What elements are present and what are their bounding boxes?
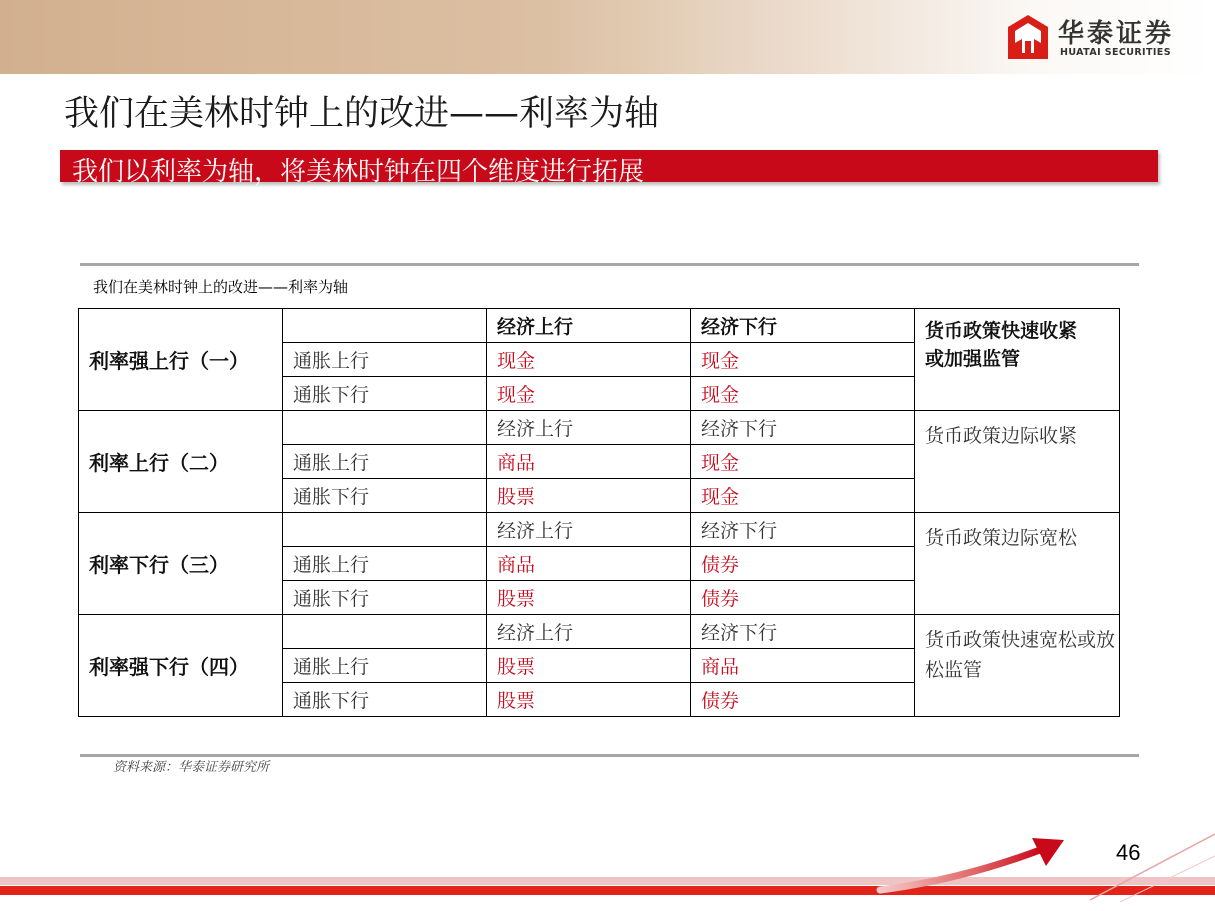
logo-chinese-name: 华泰证券 [1058,19,1175,49]
section-label: 利率上行（二） [79,411,283,513]
asset-cell: 现金 [487,343,691,377]
asset-cell: 债券 [691,581,915,615]
header-cell: 经济上行 [487,309,691,343]
asset-cell: 债券 [691,683,915,717]
asset-cell: 股票 [487,479,691,513]
asset-cell: 股票 [487,649,691,683]
table-row [79,615,1120,649]
policy-text: 货币政策快速收紧 或加强监管 [925,320,1078,370]
asset-cell: 现金 [691,343,915,377]
header-cell: 经济下行 [691,513,915,547]
asset-cell: 股票 [487,683,691,717]
inflation-cell: 通胀上行 [283,343,487,377]
table-row [79,309,1120,343]
inflation-cell: 通胀下行 [283,683,487,717]
policy-cell: 货币政策快速宽松或放松监管 [915,615,1120,717]
page-title: 我们在美林时钟上的改进——利率为轴 [64,94,660,134]
merrill-clock-table [78,308,1120,717]
page-number: 46 [1116,840,1141,865]
huatai-logo [1008,13,1188,63]
section-label: 利率下行（三） [79,513,283,615]
header-cell: 经济上行 [487,411,691,445]
huatai-logo-icon [1008,15,1048,59]
header-cell [283,411,487,445]
asset-cell: 现金 [691,377,915,411]
header-cell: 经济下行 [691,411,915,445]
policy-cell: 货币政策边际收紧 [915,411,1120,513]
policy-cell [915,309,1120,411]
asset-cell: 债券 [691,547,915,581]
table-caption: 我们在美林时钟上的改进——利率为轴 [93,278,349,296]
header-cell: 经济上行 [487,615,691,649]
logo-english-name: HUATAI SECURITIES [1060,47,1171,58]
footer-decoration [0,820,1215,911]
header-cell: 经济下行 [691,309,915,343]
policy-cell: 货币政策边际宽松 [915,513,1120,615]
header-cell [283,309,487,343]
inflation-cell: 通胀上行 [283,547,487,581]
table-row [79,411,1120,445]
inflation-cell: 通胀下行 [283,377,487,411]
inflation-cell: 通胀上行 [283,445,487,479]
subtitle-text: 我们以利率为轴，将美林时钟在四个维度进行拓展 [72,157,645,187]
inflation-cell: 通胀上行 [283,649,487,683]
header-cell: 经济上行 [487,513,691,547]
header-cell [283,615,487,649]
asset-cell: 商品 [691,649,915,683]
asset-cell: 商品 [487,445,691,479]
section-label: 利率强下行（四） [79,615,283,717]
table-row [79,513,1120,547]
section-label: 利率强上行（一） [79,309,283,411]
inflation-cell: 通胀下行 [283,479,487,513]
asset-cell: 股票 [487,581,691,615]
inflation-cell: 通胀下行 [283,581,487,615]
asset-cell: 现金 [691,479,915,513]
header-cell: 经济下行 [691,615,915,649]
table-top-rule [80,263,1139,266]
asset-cell: 商品 [487,547,691,581]
subtitle-banner [60,150,1158,187]
asset-cell: 现金 [487,377,691,411]
asset-cell: 现金 [691,445,915,479]
header-cell [283,513,487,547]
source-note: 资料来源：华泰证券研究所 [113,760,270,775]
